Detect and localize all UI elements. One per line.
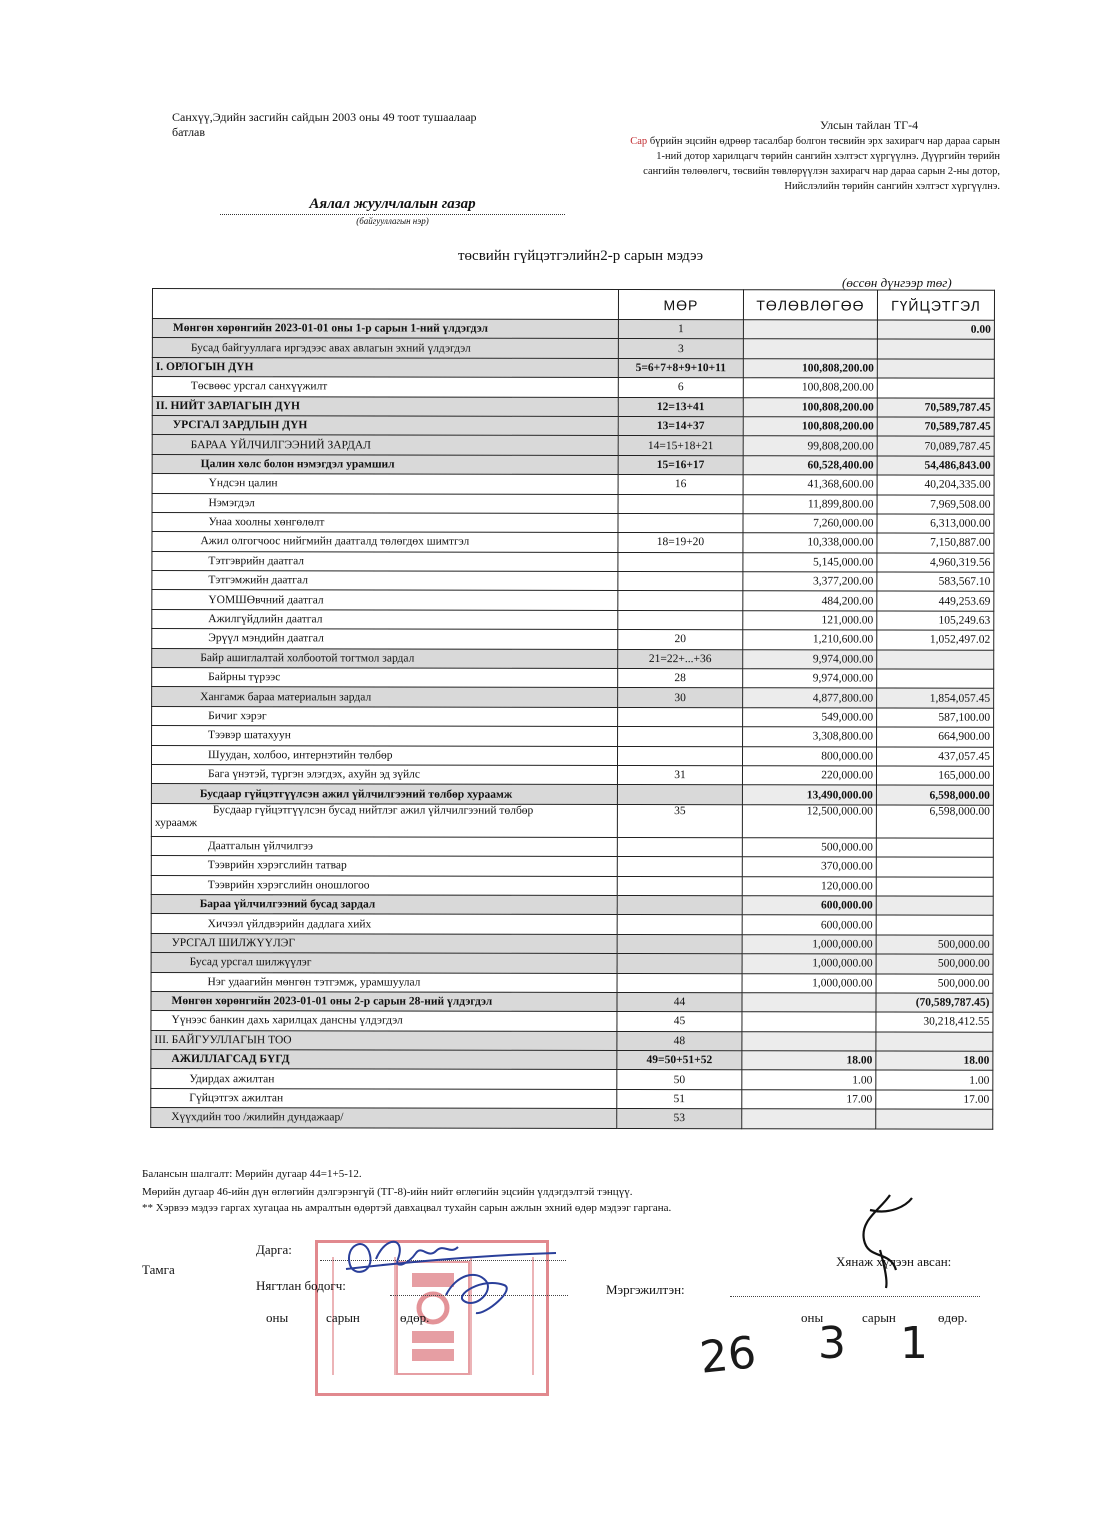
row-performance: 70,589,787.45 bbox=[877, 417, 994, 437]
specialist-label: Мэргэжилтэн: bbox=[606, 1282, 685, 1297]
table-row bbox=[151, 972, 993, 993]
right-date-year-label: оны bbox=[801, 1310, 824, 1325]
table-row bbox=[152, 319, 994, 340]
row-label: Бараа үйлчилгээний бусад зардал bbox=[151, 894, 617, 914]
row-performance: 40,204,335.00 bbox=[877, 475, 994, 495]
note-red-word: Сар bbox=[630, 136, 648, 147]
approval-line-1: Санхүү,Эдийн засгийн сайдын 2003 оны 49 тоот тушаалаар bbox=[172, 110, 477, 124]
row-label: Тээврийн хэрэгслийн татвар bbox=[151, 856, 617, 876]
row-label: БАРАА ҮЙЛЧИЛГЭЭНИЙ ЗАРДАЛ bbox=[152, 435, 618, 455]
row-label: Төсвөөс урсгал санхүүжилт bbox=[152, 377, 618, 397]
table-row bbox=[152, 512, 994, 533]
approval-line-2: батлав bbox=[172, 125, 206, 139]
row-performance: 1,052,497.02 bbox=[877, 630, 994, 650]
row-label: Тэтгэврийн даатгал bbox=[152, 551, 618, 571]
row-performance: 70,089,787.45 bbox=[877, 436, 994, 456]
table-row bbox=[152, 551, 994, 572]
row-number: 28 bbox=[618, 669, 743, 689]
row-label: Гүйцэтгэх ажилтан bbox=[151, 1088, 617, 1108]
row-performance: 6,598,000.00 bbox=[876, 785, 993, 805]
row-label bbox=[151, 803, 617, 837]
row-label: Хичээл үйлдвэрийн дадлага хийх bbox=[151, 914, 617, 934]
row-number: 6 bbox=[618, 378, 743, 398]
reviewed-label: Хянаж хүлээн авсан: bbox=[836, 1254, 952, 1269]
row-number bbox=[617, 876, 742, 896]
row-label: Байр ашиглалтай холбоотой тогтмол зардал bbox=[152, 648, 618, 668]
table-row bbox=[151, 894, 993, 915]
row-plan: 1,210,600.00 bbox=[743, 630, 877, 650]
row-number bbox=[617, 785, 742, 805]
row-plan: 1.00 bbox=[742, 1070, 876, 1090]
row-plan: 13,490,000.00 bbox=[742, 785, 876, 805]
row-performance bbox=[877, 359, 994, 379]
row-number: 35 bbox=[617, 804, 742, 837]
row-performance: 587,100.00 bbox=[877, 708, 994, 728]
row-label: Унаа хоолны хөнгөлөлт bbox=[152, 512, 618, 532]
header-label-cell bbox=[152, 289, 618, 320]
table-row bbox=[152, 474, 994, 495]
row-label: Бусад байгууллага иргэдээс авах авлагын эхний үлдэгдэл bbox=[152, 338, 618, 358]
row-plan: 121,000.00 bbox=[743, 611, 877, 631]
table-row bbox=[152, 648, 994, 669]
row-number bbox=[618, 552, 743, 572]
organization-name: Аялал жуулчлалын газар bbox=[220, 196, 565, 215]
right-date-month-label: сарын bbox=[862, 1310, 896, 1325]
reviewer-signature-icon bbox=[850, 1190, 920, 1290]
row-label: Хангамж бараа материалын зардал bbox=[152, 687, 618, 707]
note-line-1: бүрийн эцсийн өдрөөр тасалбар болгон төсвийн эрх захирагч нар дараа сарын bbox=[647, 136, 1000, 147]
row-performance: 7,150,887.00 bbox=[877, 533, 994, 553]
left-date-month-label: сарын bbox=[326, 1310, 360, 1325]
row-plan: 12,500,000.00 bbox=[742, 805, 876, 838]
table-row bbox=[151, 1088, 993, 1109]
row-plan: 17.00 bbox=[742, 1090, 876, 1110]
row-performance: 437,057.45 bbox=[877, 747, 994, 767]
row-plan: 600,000.00 bbox=[742, 896, 876, 916]
table-row bbox=[152, 668, 994, 689]
row-number bbox=[618, 746, 743, 766]
row-label-line-2: хураамж bbox=[154, 816, 198, 829]
row-number: 1 bbox=[618, 319, 743, 339]
row-plan: 7,260,000.00 bbox=[743, 514, 877, 534]
row-label: III. БАЙГУУЛЛАГЫН ТОО bbox=[151, 1030, 617, 1050]
row-number bbox=[617, 934, 742, 954]
row-number: 5=6+7+8+9+10+11 bbox=[618, 358, 743, 378]
handwritten-month: 3 bbox=[818, 1318, 846, 1369]
row-number: 30 bbox=[618, 688, 743, 708]
row-performance: 54,486,843.00 bbox=[877, 456, 994, 476]
report-code: Улсын тайлан ТГ-4 bbox=[820, 118, 919, 132]
table-row bbox=[152, 377, 994, 398]
row-number bbox=[618, 513, 743, 533]
row-performance: 6,313,000.00 bbox=[877, 514, 994, 534]
table-row bbox=[151, 1069, 993, 1090]
row-plan: 800,000.00 bbox=[743, 746, 877, 766]
row-performance: 7,969,508.00 bbox=[877, 495, 994, 515]
row-plan: 220,000.00 bbox=[742, 766, 876, 786]
row-performance: 17.00 bbox=[876, 1090, 993, 1110]
row-performance bbox=[876, 877, 993, 897]
row-label: Тээврийн хэрэгслийн оношлогоо bbox=[151, 875, 617, 895]
row-plan bbox=[743, 339, 877, 359]
director-label: Дарга: bbox=[256, 1242, 292, 1257]
table-row bbox=[152, 745, 994, 766]
stamp-label: Тамга bbox=[142, 1262, 175, 1277]
row-performance: 1.00 bbox=[876, 1070, 993, 1090]
row-performance: 6,598,000.00 bbox=[876, 805, 993, 838]
row-number: 3 bbox=[618, 339, 743, 359]
table-row bbox=[152, 706, 994, 727]
footer-note-1: Мөрийн дугаар 46-ийн дүн өглөгийн дэлгэрэнгүй (ТГ-8)-ийн нийт өглөгийн эцсийн үлдэгдэлтэй тэнцүү. bbox=[142, 1186, 633, 1198]
table-row bbox=[151, 1050, 993, 1071]
row-label: Тэтгэмжийн даатгал bbox=[152, 571, 618, 591]
row-performance: 18.00 bbox=[876, 1051, 993, 1071]
row-performance bbox=[876, 1032, 993, 1052]
row-performance: 449,253.69 bbox=[877, 591, 994, 611]
row-number: 51 bbox=[617, 1089, 742, 1109]
row-performance: 664,900.00 bbox=[877, 727, 994, 747]
table-row bbox=[152, 357, 994, 378]
row-label: Цалин хөлс болон нэмэгдэл урамшил bbox=[152, 454, 618, 474]
row-plan: 9,974,000.00 bbox=[743, 649, 877, 669]
row-number: 14=15+18+21 bbox=[618, 436, 743, 456]
row-plan: 100,808,200.00 bbox=[743, 397, 877, 417]
table-row bbox=[151, 1030, 993, 1051]
row-plan: 100,808,200.00 bbox=[743, 417, 877, 437]
row-plan: 18.00 bbox=[742, 1051, 876, 1071]
submission-note bbox=[540, 134, 1000, 194]
table-row bbox=[152, 396, 994, 417]
left-date-day-label: өдөр. bbox=[400, 1310, 430, 1325]
note-line-2: 1-ний дотор харилцагч төрийн сангийн хэлтэст хүргүүлнэ. Дүүргийн төрийн bbox=[656, 151, 1000, 162]
row-number: 15=16+17 bbox=[618, 455, 743, 475]
table-header-row bbox=[152, 289, 994, 321]
row-number: 50 bbox=[617, 1070, 742, 1090]
table-row bbox=[152, 338, 994, 359]
budget-table bbox=[150, 288, 995, 1129]
row-label: АЖИЛЛАГСАД БҮГД bbox=[151, 1050, 617, 1070]
row-label: Ажилгүйдлийн даатгал bbox=[152, 609, 618, 629]
row-number bbox=[617, 895, 742, 915]
row-number: 45 bbox=[617, 1012, 742, 1032]
row-performance: 1,854,057.45 bbox=[877, 688, 994, 708]
row-label: Бусад урсгал шилжүүлэг bbox=[151, 953, 617, 973]
row-label: Мөнгөн хөрөнгийн 2023-01-01 оны 1-р сарын 1-ний үлдэгдэл bbox=[152, 319, 618, 339]
row-number: 16 bbox=[618, 475, 743, 495]
table-row bbox=[152, 493, 994, 514]
row-performance: 0.00 bbox=[877, 320, 994, 340]
document-title: төсвийн гүйцэтгэлийн2-р сарын мэдээ bbox=[458, 248, 704, 264]
row-performance bbox=[876, 857, 993, 877]
row-number bbox=[618, 707, 743, 727]
row-number bbox=[618, 572, 743, 592]
right-date-day-label: өдөр. bbox=[938, 1310, 968, 1325]
row-label: Хүүхдийн тоо /жилийн дундажаар/ bbox=[151, 1108, 617, 1128]
row-number: 12=13+41 bbox=[618, 397, 743, 417]
note-line-4: Нийслэлийн төрийн сангийн хэлтэст хүргүүлнэ. bbox=[784, 181, 1000, 192]
row-performance bbox=[877, 339, 994, 359]
header-row-number: МӨР bbox=[618, 289, 743, 319]
row-number bbox=[617, 837, 742, 857]
row-label: Нэг удаагийн мөнгөн тэтгэмж, урамшуулал bbox=[151, 972, 617, 992]
table-row bbox=[152, 571, 994, 592]
table-row bbox=[152, 590, 994, 611]
table-row bbox=[151, 914, 993, 935]
row-label: Бага үнэтэй, түргэн элэгдэх, ахуйн эд зүйлс bbox=[151, 764, 617, 784]
balance-check: Балансын шалгалт: Мөрийн дугаар 44=1+5-12. bbox=[142, 1168, 362, 1180]
table-row bbox=[151, 836, 993, 857]
accountant-label: Нягтлан бодогч: bbox=[256, 1278, 346, 1293]
row-performance: 500,000.00 bbox=[876, 935, 993, 955]
row-performance bbox=[876, 915, 993, 935]
row-number bbox=[617, 954, 742, 974]
row-plan: 5,145,000.00 bbox=[743, 552, 877, 572]
table-row bbox=[151, 991, 993, 1012]
row-plan: 370,000.00 bbox=[742, 857, 876, 877]
specialist-signature-line bbox=[730, 1296, 980, 1297]
table-row bbox=[152, 435, 994, 456]
row-plan: 9,974,000.00 bbox=[743, 669, 877, 689]
table-row bbox=[152, 415, 994, 436]
row-number: 53 bbox=[617, 1109, 742, 1129]
row-label: Удирдах ажилтан bbox=[151, 1069, 617, 1089]
row-number bbox=[617, 973, 742, 993]
row-performance: 30,218,412.55 bbox=[876, 1012, 993, 1032]
row-number bbox=[617, 915, 742, 935]
note-line-3: сангийн төлөөлөгч, төсвийн төвлөрүүлэн захирагч нар дараа сарын 2-ны дотор, bbox=[643, 166, 1000, 177]
row-number bbox=[618, 727, 743, 747]
row-performance bbox=[876, 896, 993, 916]
row-label: Байрны түрээс bbox=[152, 668, 618, 688]
row-performance bbox=[876, 838, 993, 858]
table-row bbox=[152, 687, 994, 708]
row-plan: 500,000.00 bbox=[742, 838, 876, 858]
table-row bbox=[151, 1108, 993, 1129]
row-plan: 3,308,800.00 bbox=[743, 727, 877, 747]
table-row bbox=[151, 953, 993, 974]
row-label: Бичиг хэрэг bbox=[152, 706, 618, 726]
footer-note-2: ** Хэрвээ мэдээ гаргах хугацаа нь амралтын өдөртэй давхацвал тухайн сарын ажлын эхний өдөр мэдээг гаргана. bbox=[142, 1202, 672, 1214]
row-label: Эрүүл мэндийн даатгал bbox=[152, 629, 618, 649]
organization-block bbox=[220, 196, 565, 226]
row-number: 13=14+37 bbox=[618, 416, 743, 436]
row-label: Даатгалын үйлчилгээ bbox=[151, 836, 617, 856]
row-performance bbox=[877, 650, 994, 670]
row-label: УРСГАЛ ЗАРДЛЫН ДҮН bbox=[152, 415, 618, 435]
row-performance: 70,589,787.45 bbox=[877, 398, 994, 418]
row-plan: 3,377,200.00 bbox=[743, 572, 877, 592]
row-label: ҮОМШӨвчний даатгал bbox=[152, 590, 618, 610]
row-plan: 1,000,000.00 bbox=[742, 954, 876, 974]
row-plan: 600,000.00 bbox=[742, 915, 876, 935]
left-date-year-label: оны bbox=[266, 1310, 289, 1325]
row-plan: 10,338,000.00 bbox=[743, 533, 877, 553]
table-row bbox=[152, 454, 994, 475]
row-label-line-1: Бусдаар гүйцэтгүүлсэн бусад нийтлэг ажил үйлчилгээний төлбөр bbox=[212, 803, 534, 817]
row-plan: 1,000,000.00 bbox=[742, 973, 876, 993]
handwritten-year: 26 bbox=[697, 1327, 759, 1384]
row-performance: 105,249.63 bbox=[877, 611, 994, 631]
row-label: Шуудан, холбоо, интернэтийн төлбөр bbox=[152, 745, 618, 765]
row-performance: (70,589,787.45) bbox=[876, 993, 993, 1013]
row-performance bbox=[877, 378, 994, 398]
row-number: 20 bbox=[618, 630, 743, 650]
row-number: 44 bbox=[617, 992, 742, 1012]
row-performance: 500,000.00 bbox=[876, 954, 993, 974]
table-row bbox=[151, 933, 993, 954]
approval-text bbox=[172, 110, 477, 140]
row-number bbox=[617, 857, 742, 877]
row-performance: 4,960,319.56 bbox=[877, 553, 994, 573]
header-plan: ТӨЛӨВЛӨГӨӨ bbox=[743, 290, 877, 320]
row-performance: 583,567.10 bbox=[877, 572, 994, 592]
row-number: 49=50+51+52 bbox=[617, 1051, 742, 1071]
table-row bbox=[152, 629, 994, 650]
row-number: 48 bbox=[617, 1031, 742, 1051]
row-plan: 11,899,800.00 bbox=[743, 494, 877, 514]
table-row bbox=[151, 856, 993, 877]
row-number: 21=22+...+36 bbox=[618, 649, 743, 669]
row-plan bbox=[742, 1109, 876, 1129]
row-label: Нэмэгдэл bbox=[152, 493, 618, 513]
row-performance: 500,000.00 bbox=[876, 974, 993, 994]
row-label: УРСГАЛ ШИЛЖҮҮЛЭГ bbox=[151, 933, 617, 953]
handwritten-day: 1 bbox=[900, 1318, 928, 1369]
row-plan bbox=[742, 993, 876, 1013]
table-row bbox=[151, 1011, 993, 1032]
row-label: I. ОРЛОГЫН ДҮН bbox=[152, 357, 618, 377]
row-plan: 60,528,400.00 bbox=[743, 455, 877, 475]
row-number: 18=19+20 bbox=[618, 533, 743, 553]
row-plan bbox=[742, 1012, 876, 1032]
header-performance: ГҮЙЦЭТГЭЛ bbox=[877, 290, 994, 320]
row-number bbox=[618, 494, 743, 514]
row-label: Бусдаар гүйцэтгүүлсэн ажил үйлчилгээний төлбөр хураамж bbox=[151, 784, 617, 804]
row-plan: 41,368,600.00 bbox=[743, 475, 877, 495]
row-plan: 120,000.00 bbox=[742, 876, 876, 896]
table-row bbox=[151, 875, 993, 896]
table-row bbox=[151, 803, 993, 838]
row-label: Үүнээс банкин дахь харилцах дансны үлдэгдэл bbox=[151, 1011, 617, 1031]
row-plan: 549,000.00 bbox=[743, 708, 877, 728]
director-signature-icon bbox=[336, 1225, 566, 1320]
row-label: Мөнгөн хөрөнгийн 2023-01-01 оны 2-р сарын 28-ний үлдэгдэл bbox=[151, 991, 617, 1011]
row-plan: 4,877,800.00 bbox=[743, 688, 877, 708]
row-plan: 100,808,200.00 bbox=[743, 359, 877, 379]
table-row bbox=[151, 764, 993, 785]
row-plan: 100,808,200.00 bbox=[743, 378, 877, 398]
table-row bbox=[152, 532, 994, 553]
row-label: Тээвэр шатахуун bbox=[152, 726, 618, 746]
row-number bbox=[618, 591, 743, 611]
unit-note: (өссөн дүнгээр төг) bbox=[842, 275, 952, 290]
row-label: Үндсэн цалин bbox=[152, 474, 618, 494]
table-row bbox=[152, 609, 994, 630]
table-row bbox=[152, 726, 994, 747]
row-number bbox=[618, 610, 743, 630]
row-plan: 1,000,000.00 bbox=[742, 934, 876, 954]
table-row bbox=[151, 784, 993, 805]
row-plan: 99,808,200.00 bbox=[743, 436, 877, 456]
row-plan bbox=[743, 320, 877, 340]
row-label: II. НИЙТ ЗАРЛАГЫН ДҮН bbox=[152, 396, 618, 416]
row-plan: 484,200.00 bbox=[743, 591, 877, 611]
row-performance bbox=[876, 1109, 993, 1129]
row-plan bbox=[742, 1031, 876, 1051]
row-number: 31 bbox=[617, 765, 742, 785]
organization-caption: (байгууллагын нэр) bbox=[356, 216, 429, 226]
row-label: Ажил олгогчоос нийгмийн даатгалд төлөгдөх шимтгэл bbox=[152, 532, 618, 552]
row-performance: 165,000.00 bbox=[876, 766, 993, 786]
row-performance bbox=[877, 669, 994, 689]
